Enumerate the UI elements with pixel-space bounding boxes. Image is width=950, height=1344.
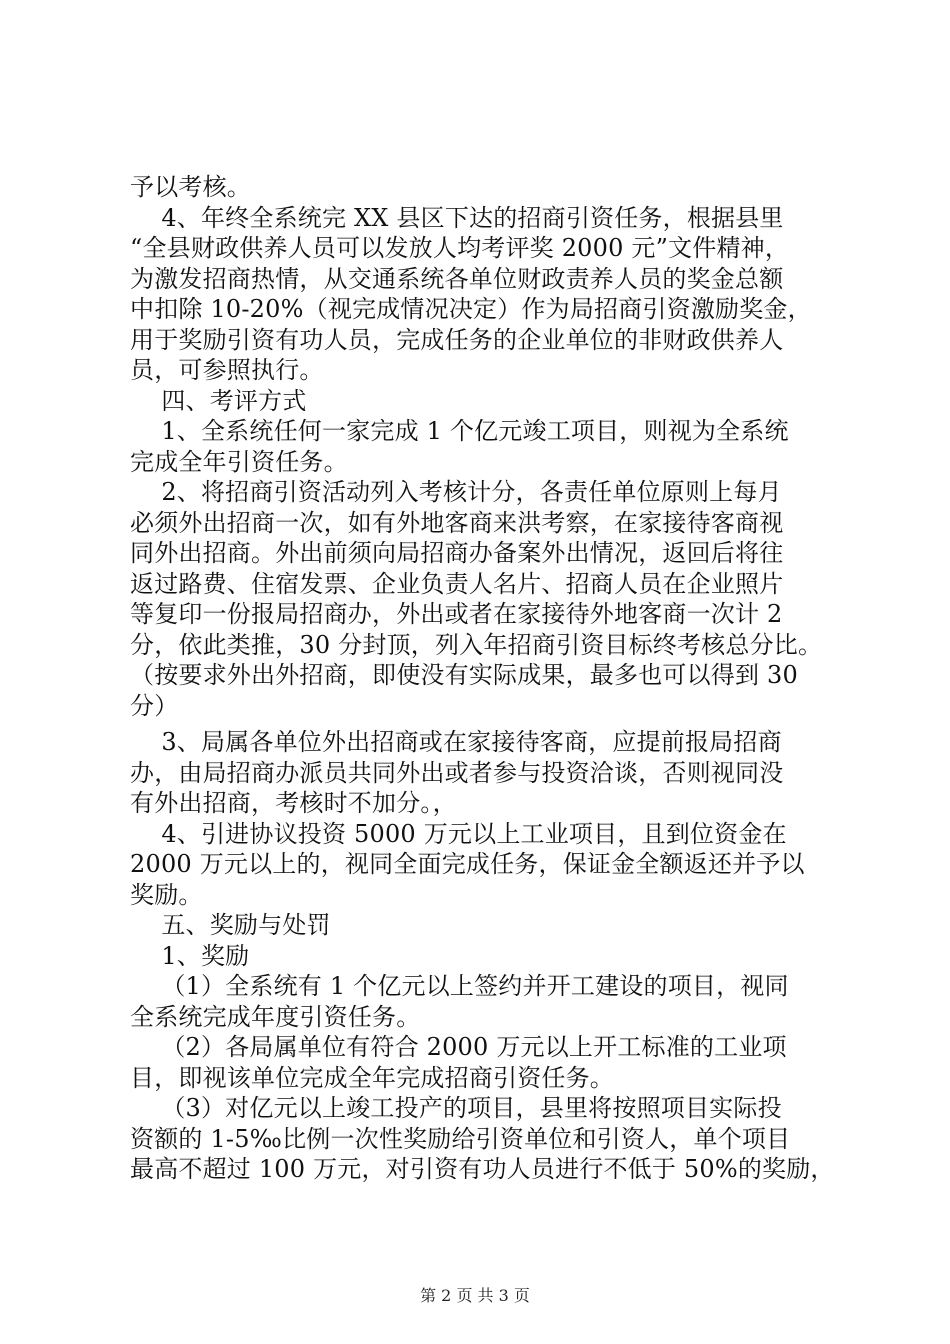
text-line: 予以考核。 <box>130 173 251 201</box>
document-body <box>130 172 835 1185</box>
text-line: “全县财政供养人员可以发放人均考评奖 2000 元”文件精神， <box>130 234 790 262</box>
text-line: 奖励。 <box>130 880 203 909</box>
text-line: 完成全年引资任务。 <box>130 447 348 476</box>
text-line: 2000 万元以上的，视同全面完成任务，保证金全额返还并予以 <box>130 850 805 878</box>
text-line: 最高不超过 100 万元，对引资有功人员进行不低于 50%的奖励， <box>130 1155 835 1183</box>
text-line: 3、局属各单位外出招商或在家接待客商，应提前报局招商 <box>130 728 782 756</box>
text-line: （按要求外出外招商，即使没有实际成果，最多也可以得到 30 <box>130 661 798 689</box>
text-line: 中扣除 10-20%（视完成情况决定）作为局招商引资激励奖金， <box>130 295 812 323</box>
section-heading: 四、考评方式 <box>130 386 307 415</box>
text-line: 办，由局招商办派员共同外出或者参与投资洽谈，否则视同没 <box>130 758 784 787</box>
text-line: 4、年终全系统完 XX 县区下达的招商引资任务，根据县里 <box>130 203 784 232</box>
text-line: 有外出招商，考核时不加分。， <box>130 789 457 817</box>
subsection-heading: 1、奖励 <box>130 941 250 970</box>
text-line: 必须外出招商一次，如有外地客商来洪考察，在家接待客商视 <box>130 508 784 537</box>
text-line: 员，可参照执行。 <box>130 356 324 384</box>
text-line: 同外出招商。外出前须向局招商办备案外出情况，返回后将往 <box>130 539 784 567</box>
text-line: 分） <box>130 691 179 720</box>
text-line: 1、全系统任何一家完成 1 个亿元竣工项目，则视为全系统 <box>130 417 789 445</box>
text-line: 为激发招商热情，从交通系统各单位财政责养人员的奖金总额 <box>130 264 784 293</box>
text-line: 全系统完成年度引资任务。 <box>130 1002 421 1031</box>
section-heading: 五、奖励与处罚 <box>130 911 331 939</box>
text-line: 2、将招商引资活动列入考核计分，各责任单位原则上每月 <box>130 478 782 506</box>
text-line: 返过路费、住宿发票、企业负责人名片、招商人员在企业照片 <box>130 569 784 598</box>
text-line: （1）全系统有 1 个亿元以上签约并开工建设的项目，视同 <box>130 972 789 1000</box>
text-line: （3）对亿元以上竣工投产的项目，县里将按照项目实际投 <box>130 1094 782 1122</box>
text-line: 资额的 1-5‰比例一次性奖励给引资单位和引资人，单个项目 <box>130 1124 791 1153</box>
text-line: 用于奖励引资有功人员，完成任务的企业单位的非财政供养人 <box>130 325 784 354</box>
text-line: 等复印一份报局招商办，外出或者在家接待外地客商一次计 2 <box>130 600 783 628</box>
page-number-footer: 第 2 页 共 3 页 <box>420 1286 530 1305</box>
text-line: 4、引进协议投资 5000 万元以上工业项目，且到位资金在 <box>130 819 787 848</box>
text-line: 目，即视该单位完成全年完成招商引资任务。 <box>130 1063 614 1092</box>
text-line: 分，依此类推，30 分封顶，列入年招商引资目标终考核总分比。 <box>130 630 823 659</box>
text-line: （2）各局属单位有符合 2000 万元以上开工标准的工业项 <box>130 1033 787 1061</box>
